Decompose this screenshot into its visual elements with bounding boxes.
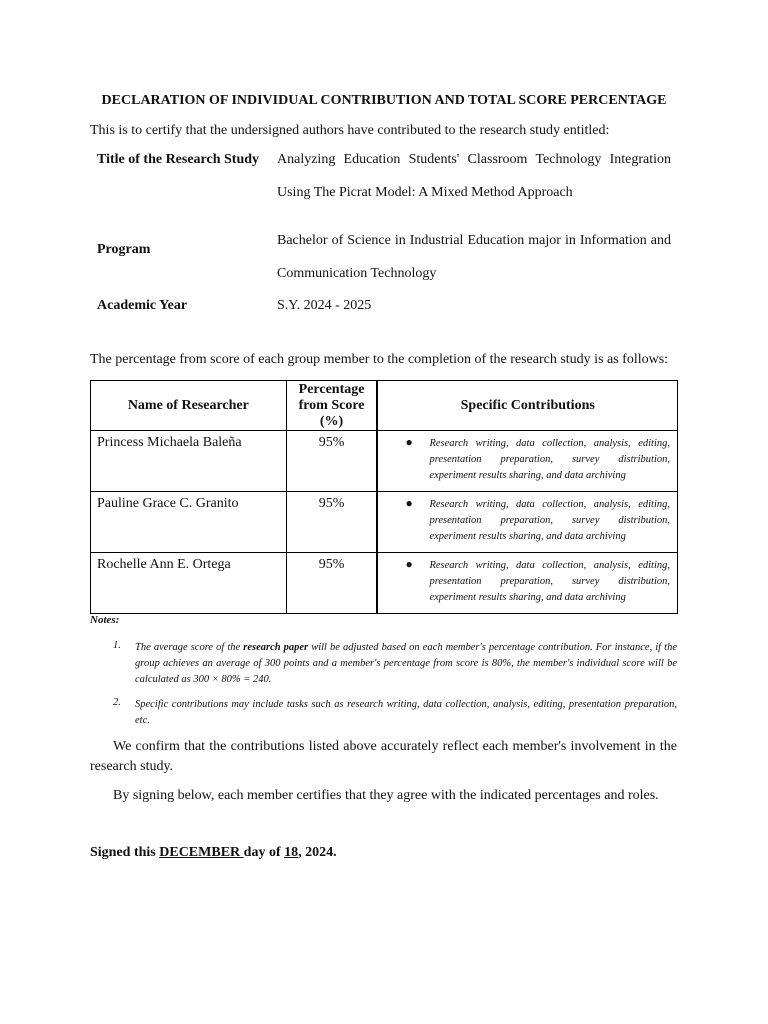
bullet-icon: ● (405, 496, 413, 510)
researcher-percentage: 95% (286, 553, 377, 614)
researcher-name: Rochelle Ann E. Ortega (91, 553, 287, 614)
bullet-icon: ● (405, 435, 413, 449)
table-row (91, 553, 678, 614)
contribution-text: Research writing, data collection, analysis, editing, presentation preparation, survey distribution, experiment results sharing, and data archiving (429, 499, 670, 542)
note-text-bold: research paper (243, 642, 309, 653)
table-row (91, 431, 678, 492)
note-number: 2. (113, 697, 121, 708)
academic-year-value: S.Y. 2024 - 2025 (277, 298, 372, 313)
program-line2: Communication Technology (277, 266, 437, 281)
researcher-name: Princess Michaela Baleña (91, 431, 287, 492)
researcher-percentage: 95% (286, 431, 377, 492)
researcher-contribution (377, 492, 677, 553)
table-intro-text: The percentage from score of each group member to the completion of the research study is as follows: (90, 352, 669, 367)
note-text-before: The average score of the (135, 642, 244, 653)
academic-year-label: Academic Year (97, 298, 188, 313)
note-number: 1. (113, 640, 121, 651)
header-percentage-line2: from Score (298, 397, 365, 413)
header-name: Name of Researcher (91, 381, 287, 431)
signed-day: 18 (284, 845, 299, 860)
signed-middle: day of (243, 845, 285, 860)
note-item (135, 697, 677, 729)
header-percentage (286, 381, 377, 431)
note-item (135, 640, 677, 688)
notes-label: Notes: (90, 614, 120, 626)
table-row (91, 492, 678, 553)
signed-line (90, 845, 337, 861)
research-title-label: Title of the Research Study (97, 152, 260, 167)
contribution-table (90, 380, 678, 614)
table-header-row (91, 381, 678, 431)
researcher-percentage: 95% (286, 492, 377, 553)
researcher-name: Pauline Grace C. Granito (91, 492, 287, 553)
researcher-contribution (377, 431, 677, 492)
program-label: Program (97, 242, 151, 257)
header-contributions: Specific Contributions (377, 381, 677, 431)
contribution-text: Research writing, data collection, analysis, editing, presentation preparation, survey distribution, experiment results sharing, and data archiving (429, 560, 670, 603)
confirm-paragraph: We confirm that the contributions listed above accurately reflect each member's involvement in the research study. (90, 739, 677, 774)
program-line1: Bachelor of Science in Industrial Education major in Information and (277, 233, 671, 248)
document-title: DECLARATION OF INDIVIDUAL CONTRIBUTION AND TOTAL SCORE PERCENTAGE (101, 93, 667, 108)
note-text-before: Specific contributions may include tasks such as research writing, data collection, analysis, editing, presentation preparation, etc. (135, 699, 677, 726)
bullet-icon: ● (405, 557, 413, 571)
research-title-line1: Analyzing Education Students' Classroom Technology Integration (277, 152, 671, 167)
signed-month: DECEMBER (159, 845, 244, 860)
header-percentage-line3: (%) (319, 413, 344, 429)
header-percentage-line1: Percentage (298, 381, 365, 397)
researcher-contribution (377, 553, 677, 614)
signed-prefix: Signed this (90, 845, 160, 860)
contribution-text: Research writing, data collection, analysis, editing, presentation preparation, survey distribution, experiment results sharing, and data archiving (429, 438, 670, 481)
signing-paragraph: By signing below, each member certifies that they agree with the indicated percentages and roles. (113, 788, 659, 803)
signed-suffix: , 2024. (298, 845, 337, 860)
research-title-line2: Using The Picrat Model: A Mixed Method Approach (277, 185, 573, 200)
intro-text: This is to certify that the undersigned authors have contributed to the research study entitled: (90, 123, 610, 138)
note-text-after: will be adjusted based on each member's percentage contribution. For instance, if the group achieves an average of 300 points and a member's percentage from score is 80%, the member's individual score will be calculated as 300 × 80% = 240. (135, 642, 677, 685)
